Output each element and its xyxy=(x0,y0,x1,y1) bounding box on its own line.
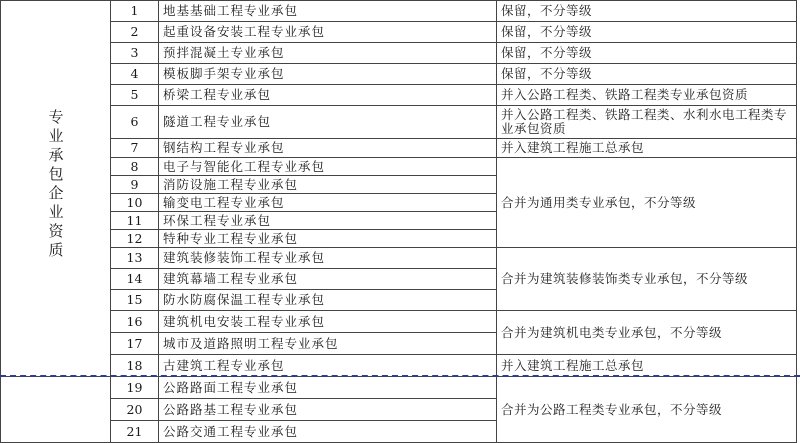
qualification-name: 建筑装修装饰工程专业承包 xyxy=(159,248,497,269)
merged-note-general: 合并为通用类专业承包，不分等级 xyxy=(497,158,797,248)
merged-note-highway: 合并为公路工程类专业承包，不分等级 xyxy=(497,377,797,443)
adjustment-note: 并入建筑工程施工总承包 xyxy=(497,355,797,377)
adjustment-note: 并入公路工程类、铁路工程类、水利水电工程类专业承包资质 xyxy=(497,106,797,139)
qualification-name: 桥梁工程专业承包 xyxy=(159,85,497,106)
table-row xyxy=(1,248,797,269)
table-row xyxy=(1,106,797,139)
qualification-name: 模板脚手架专业承包 xyxy=(159,64,497,85)
qualification-name: 消防设施工程专业承包 xyxy=(159,176,497,194)
table-row xyxy=(1,64,797,85)
table-row xyxy=(1,311,797,333)
adjustment-note: 保留，不分等级 xyxy=(497,64,797,85)
qualification-name: 特种专业工程专业承包 xyxy=(159,230,497,248)
row-number: 19 xyxy=(111,377,159,399)
table-row xyxy=(1,158,797,176)
qualification-name: 防水防腐保温工程专业承包 xyxy=(159,290,497,311)
table-row xyxy=(1,22,797,43)
row-number: 3 xyxy=(111,43,159,64)
category-label: 专业承包企业资质 xyxy=(46,109,65,261)
row-number: 16 xyxy=(111,311,159,333)
row-number: 2 xyxy=(111,22,159,43)
qualification-name: 输变电工程专业承包 xyxy=(159,194,497,212)
table-row xyxy=(1,85,797,106)
table-row xyxy=(1,355,797,377)
qualification-name: 环保工程专业承包 xyxy=(159,212,497,230)
row-number: 9 xyxy=(111,176,159,194)
qualification-name: 古建筑工程专业承包 xyxy=(159,355,497,377)
qualification-name: 建筑机电安装工程专业承包 xyxy=(159,311,497,333)
row-number: 15 xyxy=(111,290,159,311)
adjustment-note: 并入公路工程类、铁路工程类专业承包资质 xyxy=(497,85,797,106)
table-row xyxy=(1,139,797,158)
row-number: 17 xyxy=(111,333,159,355)
row-number: 4 xyxy=(111,64,159,85)
qualification-name: 城市及道路照明工程专业承包 xyxy=(159,333,497,355)
row-number: 6 xyxy=(111,106,159,139)
row-number: 5 xyxy=(111,85,159,106)
merged-note-decoration: 合并为建筑装修装饰类专业承包，不分等级 xyxy=(497,248,797,311)
table-row xyxy=(1,377,797,399)
row-number: 7 xyxy=(111,139,159,158)
table-row xyxy=(1,43,797,64)
row-number: 1 xyxy=(111,1,159,22)
page-break-divider xyxy=(0,375,800,377)
row-number: 11 xyxy=(111,212,159,230)
qualification-name: 建筑幕墙工程专业承包 xyxy=(159,269,497,290)
table-row xyxy=(1,1,797,22)
row-number: 14 xyxy=(111,269,159,290)
adjustment-note: 保留，不分等级 xyxy=(497,43,797,64)
qualification-name: 电子与智能化工程专业承包 xyxy=(159,158,497,176)
row-number: 13 xyxy=(111,248,159,269)
row-number: 18 xyxy=(111,355,159,377)
row-number: 10 xyxy=(111,194,159,212)
category-cell-continued xyxy=(1,377,111,443)
row-number: 20 xyxy=(111,399,159,421)
qualification-name: 钢结构工程专业承包 xyxy=(159,139,497,158)
category-cell xyxy=(1,1,111,377)
qualification-name: 公路路基工程专业承包 xyxy=(159,399,497,421)
qualification-name: 隧道工程专业承包 xyxy=(159,106,497,139)
row-number: 8 xyxy=(111,158,159,176)
row-number: 21 xyxy=(111,421,159,443)
qualification-name: 公路交通工程专业承包 xyxy=(159,421,497,443)
adjustment-note: 保留，不分等级 xyxy=(497,22,797,43)
merged-note-mep: 合并为建筑机电类专业承包，不分等级 xyxy=(497,311,797,355)
adjustment-note: 并入建筑工程施工总承包 xyxy=(497,139,797,158)
qualification-name: 公路路面工程专业承包 xyxy=(159,377,497,399)
qualification-name: 地基基础工程专业承包 xyxy=(159,1,497,22)
row-number: 12 xyxy=(111,230,159,248)
qualification-name: 预拌混凝土专业承包 xyxy=(159,43,497,64)
qualification-name: 起重设备安装工程专业承包 xyxy=(159,22,497,43)
adjustment-note: 保留，不分等级 xyxy=(497,1,797,22)
